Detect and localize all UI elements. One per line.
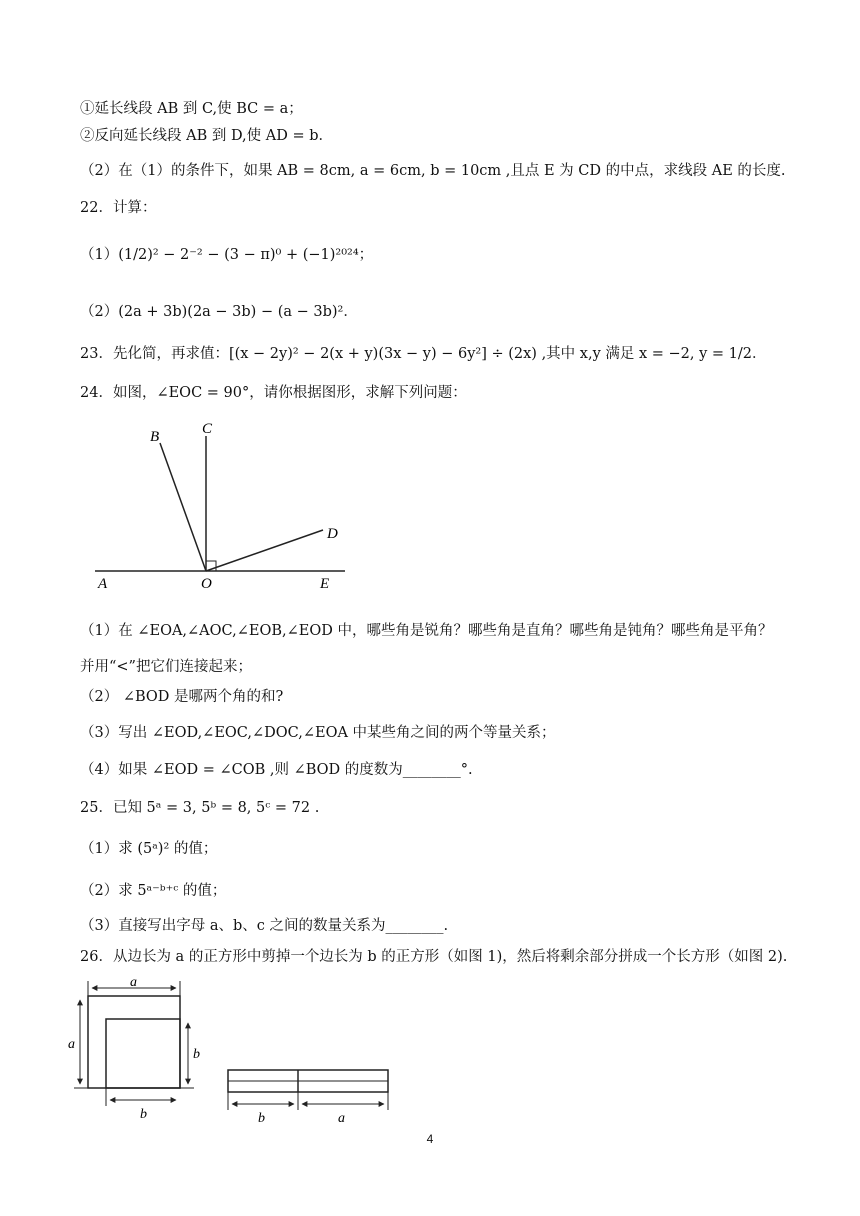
line-1: ①延长线段 AB 到 C,使 BC = a； (80, 101, 303, 117)
line-15: （1）求 (5ᵃ)² 的值； (80, 841, 218, 857)
line-7: 23．先化简，再求值：[(x − 2y)² − 2(x + y)(3x − y) − 6y²] ÷ (2x) ,其中 x,y 满足 x = −2, y = 1/2． (80, 346, 767, 362)
line-8: 24．如图，∠EOC = 90°，请你根据图形，求解下列问题： (80, 385, 467, 401)
rectangle-figure (222, 1062, 397, 1128)
label-b: b (258, 1111, 265, 1126)
line-18: 26．从边长为 a 的正方形中剪掉一个边长为 b 的正方形（如图 1)，然后将剩余部分拼成一个长方形（如图 2). (80, 949, 788, 965)
line-12: （3）写出 ∠EOD,∠EOC,∠DOC,∠EOA 中某些角之间的两个等量关系； (80, 725, 556, 741)
label-B: B (150, 429, 160, 445)
line-14: 25．已知 5ᵃ = 3, 5ᵇ = 8, 5ᶜ = 72 . (80, 800, 320, 816)
angle-figure (90, 418, 360, 593)
line-16: （2）求 5ᵃ⁻ᵇ⁺ᶜ 的值； (80, 883, 227, 899)
line-11: （2） ∠BOD 是哪两个角的和? (80, 689, 284, 705)
square-figure (68, 976, 208, 1126)
page-number: 4 (426, 1132, 434, 1146)
label-a-left: a (68, 1037, 75, 1052)
line-5: （1）(1/2)² − 2⁻² − (3 − π)⁰ + (−1)²⁰²⁴； (80, 247, 374, 263)
line-13: （4）如果 ∠EOD = ∠COB ,则 ∠BOD 的度数为________°. (80, 762, 473, 778)
line-10: 并用“<”把它们连接起来； (80, 659, 252, 675)
label-C: C (202, 421, 213, 437)
line-17: （3）直接写出字母 a、b、c 之间的数量关系为________. (80, 918, 449, 934)
label-D: D (327, 526, 338, 542)
label-O: O (201, 576, 212, 592)
label-b-right: b (193, 1047, 200, 1062)
label-A: A (98, 576, 108, 592)
label-a-top: a (130, 976, 137, 990)
line-2: ②反向延长线段 AB 到 D,使 AD = b． (80, 128, 334, 144)
label-b-bottom: b (140, 1107, 147, 1122)
line-4: 22．计算： (80, 200, 157, 216)
line-6: （2）(2a + 3b)(2a − 3b) − (a − 3b)²． (80, 304, 358, 320)
line-9: （1）在 ∠EOA,∠AOC,∠EOB,∠EOD 中，哪些角是锐角？哪些角是直角？哪些角是钝角？哪些角是平角？ (80, 623, 773, 639)
line-3: （2）在（1）的条件下，如果 AB = 8cm, a = 6cm, b = 10cm ,且点 E 为 CD 的中点，求线段 AE 的长度. (80, 163, 786, 179)
label-E: E (320, 576, 330, 592)
label-a: a (338, 1111, 345, 1126)
